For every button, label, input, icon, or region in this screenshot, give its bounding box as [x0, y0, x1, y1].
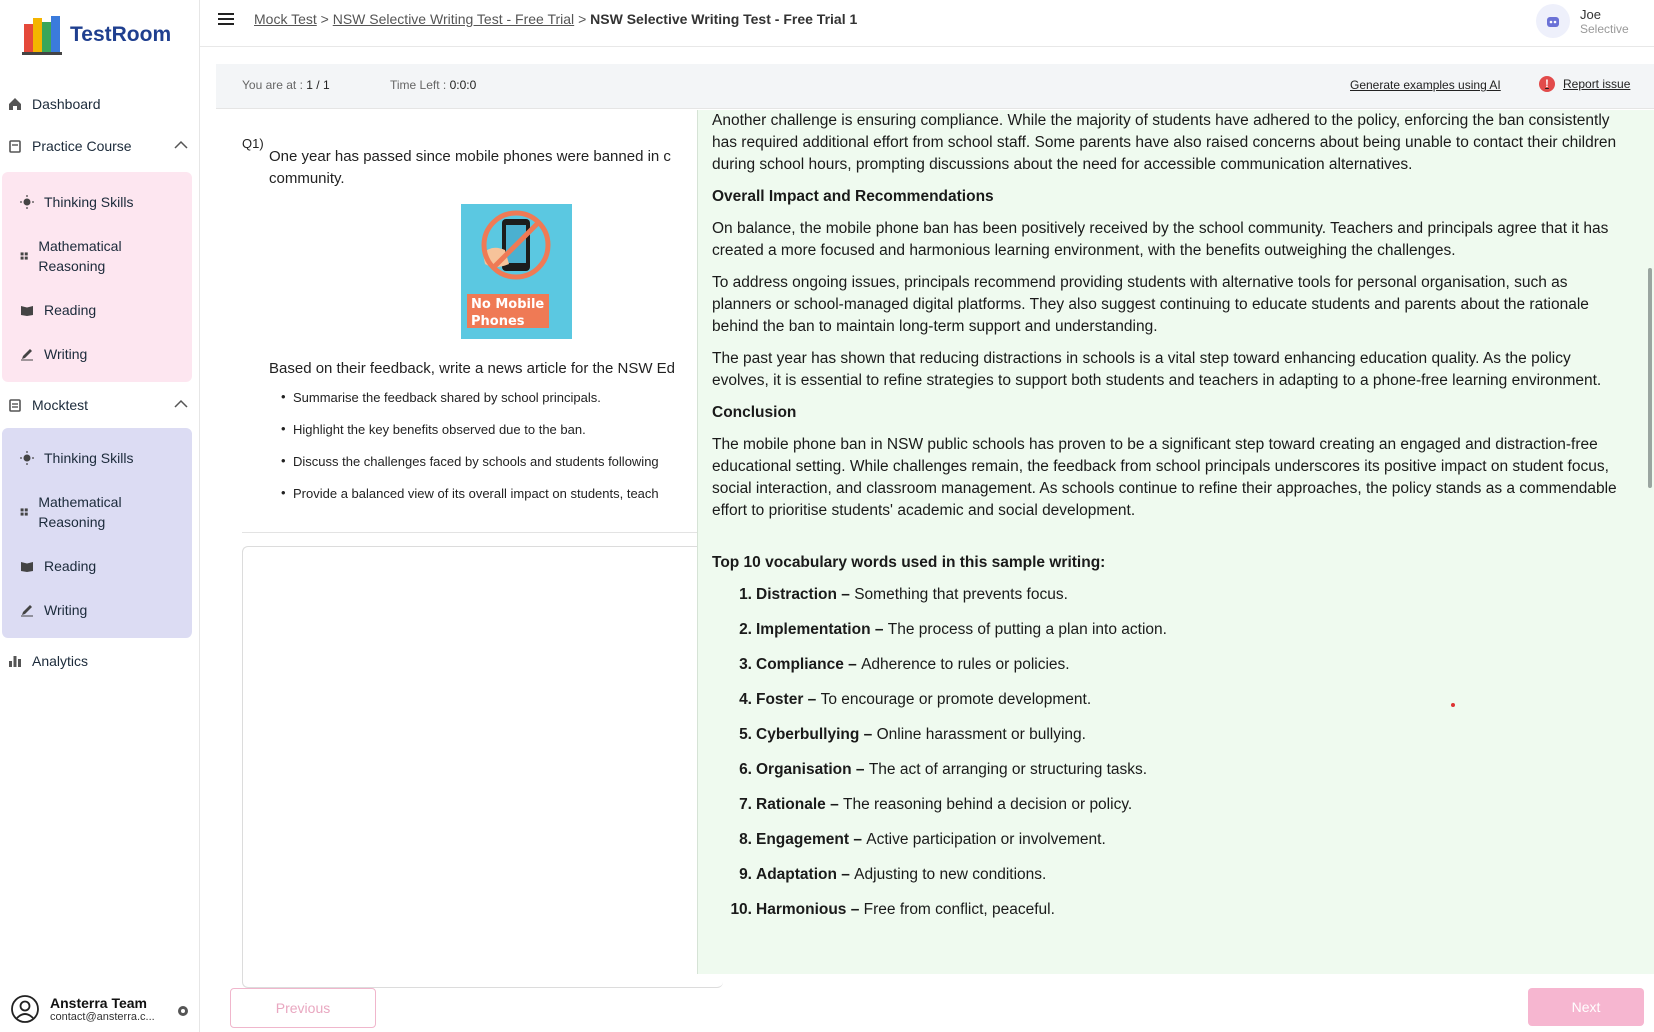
mocktest-reading-label: Reading [44, 558, 97, 574]
list-item: • Highlight the key benefits observed due to the ban. [281, 422, 701, 454]
pen-icon [20, 603, 34, 617]
vocab-number: 9. [739, 866, 752, 883]
breadcrumb-writing-test[interactable]: NSW Selective Writing Test - Free Trial [332, 11, 575, 27]
course-icon [8, 139, 22, 153]
sample-paragraph: Another challenge is ensuring compliance. While the majority of students have adhered to the policy, enforcing the ban consistently has required additional effort from school staff. Some parents have also raised concerns about being unable to contact their children during school hours, prompting discussions about the need for accessible communication alternatives. [712, 112, 1617, 173]
vocab-definition: The reasoning behind a decision or policy. [843, 796, 1133, 813]
vocab-number: 1. [739, 586, 752, 603]
vocab-number: 10. [730, 901, 752, 918]
mocktest-writing[interactable] [20, 600, 87, 620]
nav-practice-course[interactable] [8, 138, 188, 154]
vocab-word: Distraction [756, 586, 837, 603]
answer-textarea[interactable] [242, 546, 723, 988]
vocab-word: Cyberbullying [756, 726, 860, 743]
sample-paragraph: The past year has shown that reducing distractions in schools is a vital step toward enhancing education quality. As the policy evolves, it is essential to refine strategies to support both students and teachers in adapting to a phone-free learning environment. [712, 350, 1602, 389]
question-prompt: Based on their feedback, write a news article for the NSW Ed [269, 360, 676, 377]
bar-chart-icon [8, 654, 22, 668]
lightbulb-icon [20, 451, 34, 465]
list-item: • Summarise the feedback shared by school principals. [281, 390, 701, 422]
nav-practice-course-label: Practice Course [32, 138, 132, 154]
nav-mocktest-label: Mocktest [32, 397, 89, 413]
sample-heading: Conclusion [712, 404, 797, 421]
sample-paragraph: To address ongoing issues, principals recommend providing students with alternative tools for personal organisation, such as planners or school-managed digital platforms. They also suggest continuing to educate students and parents about the rationale behind the ban to maintain long-term support and understanding. [712, 274, 1589, 335]
nav-analytics[interactable] [8, 653, 188, 669]
robot-avatar-icon [1545, 13, 1561, 29]
sidebar [0, 0, 200, 1032]
user-avatar-icon [10, 994, 40, 1024]
practice-mathematical-reasoning-label: Mathematical Reasoning [38, 238, 122, 274]
chevron-up-icon[interactable] [174, 399, 188, 409]
vocab-number: 2. [739, 621, 752, 638]
home-icon [8, 97, 22, 111]
vocab-number: 3. [739, 656, 752, 673]
vocab-definition: The act of arranging or structuring tasks. [868, 761, 1148, 778]
breadcrumb-mock-test[interactable]: Mock Test [254, 11, 317, 27]
profile-menu[interactable] [1536, 4, 1629, 38]
vocab-item: 1. Distraction – Something that prevents focus. [712, 584, 1622, 619]
profile-avatar [1536, 4, 1570, 38]
no-mobile-phones-image [461, 204, 572, 339]
nav-dashboard-label: Dashboard [32, 96, 101, 112]
question-number: Q1) [242, 136, 264, 151]
practice-thinking-skills[interactable] [20, 192, 133, 212]
pen-icon [20, 347, 34, 361]
top-bar [200, 0, 1654, 47]
panel-scrollbar[interactable] [1648, 268, 1652, 488]
sample-writing-panel[interactable] [697, 110, 1654, 974]
vocab-number: 8. [739, 831, 752, 848]
vocab-number: 6. [739, 761, 752, 778]
book-icon [20, 559, 34, 573]
mocktest-thinking-skills[interactable] [20, 448, 133, 468]
user-card[interactable] [10, 994, 190, 1024]
vocab-definition: Something that prevents focus. [854, 586, 1068, 603]
practice-thinking-skills-label: Thinking Skills [44, 194, 134, 210]
practice-course-group [2, 172, 192, 382]
vocab-number: 5. [739, 726, 752, 743]
vocab-definition: To encourage or promote development. [820, 691, 1092, 708]
breadcrumb-separator: > [578, 11, 587, 27]
alert-icon: ! [1539, 76, 1555, 92]
vocab-word: Adaptation [756, 866, 837, 883]
vocab-item: 3. Compliance – Adherence to rules or policies. [712, 654, 1622, 689]
vocab-word: Organisation [756, 761, 852, 778]
sample-paragraph: On balance, the mobile phone ban has been positively received by the school community. Teachers and principals agree that it has created a more focused and harmonious learning environment, with the benefits outweighing the challenges. [712, 220, 1609, 259]
breadcrumb-current: NSW Selective Writing Test - Free Trial 1 [590, 11, 858, 27]
mocktest-mathematical-reasoning-label: Mathematical Reasoning [38, 494, 122, 530]
grid-icon [20, 249, 28, 263]
gear-icon[interactable] [176, 1004, 190, 1018]
practice-writing[interactable] [20, 344, 87, 364]
question-bullets [281, 390, 701, 518]
nav-analytics-label: Analytics [32, 653, 89, 669]
sample-heading: Overall Impact and Recommendations [712, 188, 994, 205]
next-button[interactable]: Next [1528, 988, 1644, 1026]
time-left-indicator [390, 78, 476, 92]
status-bar [216, 64, 1654, 109]
divider [242, 532, 702, 533]
app-name: TestRoom [70, 23, 172, 46]
vocab-definition: Active participation or involvement. [866, 831, 1106, 848]
report-issue-link[interactable] [1539, 76, 1630, 92]
generate-examples-link[interactable]: Generate examples using AI [1350, 78, 1501, 92]
vocab-word: Foster [756, 691, 804, 708]
logo[interactable] [22, 14, 171, 56]
user-email: contact@ansterra.c... [50, 1011, 155, 1023]
vocab-item: 5. Cyberbullying – Online harassment or bullying. [712, 724, 1622, 759]
image-text-line2: Phones [471, 314, 525, 329]
practice-writing-label: Writing [44, 346, 88, 362]
mocktest-thinking-skills-label: Thinking Skills [44, 450, 134, 466]
sample-paragraph: The mobile phone ban in NSW public schools has proven to be a significant step toward creating an engaged and distraction-free educational setting. While challenges remain, the feedback from school principals underscores its positive impact on student focus, social interaction, and classroom management. As schools continue to refine their approaches, the policy stands as a commendable effort to prioritise students' academic and social development. [712, 436, 1617, 519]
mocktest-group [2, 428, 192, 638]
vocab-item: 7. Rationale – The reasoning behind a decision or policy. [712, 794, 1622, 829]
nav-dashboard[interactable] [8, 96, 188, 112]
list-item: • Discuss the challenges faced by schools and students following [281, 454, 701, 486]
breadcrumb [254, 11, 857, 27]
mocktest-reading[interactable] [20, 556, 96, 576]
vocab-word: Rationale [756, 796, 826, 813]
vocab-item: 9. Adaptation – Adjusting to new conditions. [712, 864, 1622, 899]
image-text-line1: No Mobile [471, 297, 545, 312]
book-icon [20, 303, 34, 317]
profile-name: Joe [1580, 6, 1601, 22]
practice-mathematical-reasoning[interactable] [20, 236, 130, 276]
cursor-dot [1451, 703, 1455, 707]
practice-reading-label: Reading [44, 302, 97, 318]
breadcrumb-separator: > [320, 11, 329, 27]
vocab-definition: Free from conflict, peaceful. [863, 901, 1055, 918]
vocab-word: Implementation [756, 621, 871, 638]
vocab-number: 4. [739, 691, 752, 708]
question-text: One year has passed since mobile phones were banned in c community. [269, 148, 671, 187]
mocktest-mathematical-reasoning[interactable] [20, 492, 130, 532]
list-item: • Provide a balanced view of its overall impact on students, teach [281, 486, 701, 518]
vocab-definition: Online harassment or bullying. [876, 726, 1086, 743]
report-issue-label: Report issue [1563, 77, 1631, 91]
vocab-definition: Adjusting to new conditions. [854, 866, 1047, 883]
chevron-up-icon[interactable] [174, 140, 188, 150]
lightbulb-icon [20, 195, 34, 209]
position-label: You are at : [242, 78, 303, 92]
vocab-definition: Adherence to rules or policies. [861, 656, 1070, 673]
vocab-item: 10. Harmonious – Free from conflict, peaceful. [712, 899, 1622, 934]
previous-button[interactable]: Previous [230, 988, 376, 1028]
no-phone-icon [461, 204, 572, 339]
vocab-item: 2. Implementation – The process of putting a plan into action. [712, 619, 1622, 654]
vocab-definition: The process of putting a plan into action. [887, 621, 1167, 638]
vocab-item: 6. Organisation – The act of arranging or structuring tasks. [712, 759, 1622, 794]
time-left-value: 0:0:0 [449, 78, 477, 92]
vocab-number: 7. [739, 796, 752, 813]
profile-role: Selective [1580, 21, 1629, 36]
vocab-word: Compliance [756, 656, 844, 673]
vocab-list [712, 584, 1622, 934]
mocktest-writing-label: Writing [44, 602, 88, 618]
vocab-word: Engagement [756, 831, 850, 848]
hamburger-menu-icon[interactable] [218, 12, 234, 26]
vocab-item: 8. Engagement – Active participation or involvement. [712, 829, 1622, 864]
vocab-item: 4. Foster – To encourage or promote development. [712, 689, 1622, 724]
mocktest-icon [8, 398, 22, 412]
time-left-label: Time Left : [390, 78, 447, 92]
position-value: 1 / 1 [306, 78, 330, 92]
practice-reading[interactable] [20, 300, 96, 320]
user-name: Ansterra Team [50, 995, 148, 1011]
grid-icon [20, 505, 28, 519]
books-logo-icon [22, 14, 62, 56]
nav-mocktest[interactable] [8, 397, 188, 413]
vocab-word: Harmonious [756, 901, 847, 918]
vocab-heading: Top 10 vocabulary words used in this sample writing: [712, 554, 1106, 571]
position-indicator [242, 78, 330, 92]
